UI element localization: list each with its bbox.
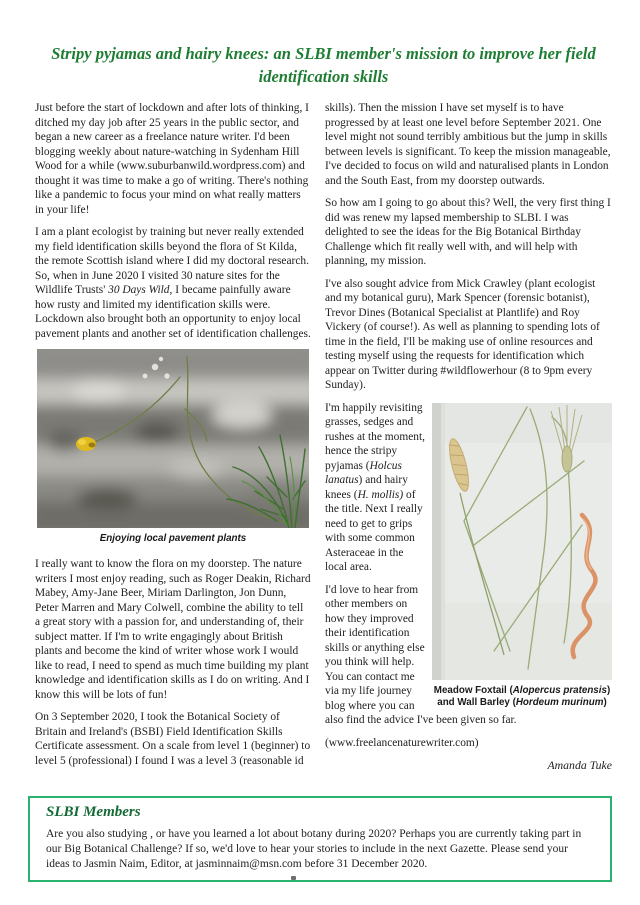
paragraph-contact: I'd love to hear from other members on how they improved their identification skills or anything else you think will help. You can contact me via my life journey blog where you can also find the advice I've been given so far.: [325, 583, 517, 726]
article-columns: [35, 101, 612, 791]
members-box-text: Are you also studying , or have you learned a lot about botany during 2020? Perhaps you are currently taking part in our Big Botanical Challenge? If so, we'd love to hear your stories to include in the next Gazette. Please send your ideas to Jasmin Naim, Editor, at jasminnaim@msn.com before 31 December 2020.: [46, 828, 582, 870]
paragraph-mission: skills). Then the mission I have set myself is to have progressed by at least one level before September 2021. One level might not sound terribly ambitious but the jump in skills between levels is significant. To keep the mission manageable, I've decided to focus on wild and naturalised plants in London and the South East, from my doorstep outwards.: [325, 102, 611, 187]
grass-specimens-photo-art: [432, 403, 612, 680]
freelance-url: (www.freelancenaturewriter.com): [325, 736, 479, 749]
paragraph-lockdown: Just before the start of lockdown and after lots of thinking, I ditched my day job after 25 years in the public sector, and began a new career as a freelance nature writer. I'd been blogging weekly about nature-watching in Sydenham Hill Wood for a while (www.suburbanwild.wordpress.com) and thought it was time to make a go of writing. There's nothing like a pandemic to focus your mind on what really matters in your life!: [35, 102, 309, 216]
paragraph-ecologist: I am a plant ecologist by training but never really extended my field identification skills beyond the flora of St Kilda, the remote Scottish island where I did my doctoral research. So, when in June 2020 I visited 30 nature sites for the Wildlife Trusts' 30 Days Wild, I became painfully aware how rusty and limited my identification skills were. Lockdown also brought both an opportunity to enjoy local pavement plants and another set of identification challenges.: [35, 226, 311, 340]
right-column: [325, 101, 612, 791]
grass-specimens-figure: [432, 403, 612, 711]
article-title: Stripy pyjamas and hairy knees: an SLBI member's mission to improve her field identification skills: [51, 44, 596, 86]
grass-specimens-caption: Meadow Foxtail (Alopercus pratensis) and Wall Barley (Hordeum murinum): [433, 684, 611, 708]
members-box-heading: SLBI Members: [46, 804, 141, 820]
author-byline: Amanda Tuke: [547, 758, 612, 772]
pavement-plant-photo-art: [37, 349, 309, 528]
pavement-plant-caption: Enjoying local pavement plants: [99, 533, 247, 544]
paragraph-slbi-membership: So how am I going to go about this? Well, the very first thing I did was renew my lapsed membership to SLBI. I was delighted to see the ideas for the Big Botanical Birthday Challenge which fit really well with, and will help with planning, my mission.: [325, 197, 611, 267]
paragraph-advisers: I've also sought advice from Mick Crawley (plant ecologist and my botanical guru), Mark Spencer (forensic botanist), Trevor Dines (Botanical Specialist at Plantlife) and Roy Vickery (of course!). As well as planning to spending lots of time in the field, I'll be making use of online resources and testing myself using the requests for identification which appear on Twitter during #wildflowerhour (8 to 9pm every Sunday).: [325, 277, 600, 391]
paragraph-nature-writers: I really want to know the flora on my doorstep. The nature writers I most enjoy reading, such as Roger Deakin, Richard Mabey, Amy-Jane Beer, Miriam Darlington, Jon Dunn, Peter Marren and Mary Colwell, combine the ability to tell a great story with a passion for, and understanding of, their subject matter. If I'm to write engagingly about British plants and become the kind of writer whose work I would like to read, I need to spend as much time building my plant knowledge and identification skills as I do on writing. And I know this will be lots of fun!: [35, 558, 311, 701]
page-number-partial: [291, 876, 296, 880]
left-column: [35, 101, 311, 791]
yellow-flower: [76, 437, 96, 451]
slbi-members-box: [28, 796, 612, 882]
paragraph-grasses: I'm happily revisiting grasses, sedges and rushes at the moment, hence the stripy pyjamas (Holcus lanatus) and hairy knees (H. mollis) of the title. Next I really need to get to grips with some common Asteraceae in the local area.: [325, 401, 425, 573]
paragraph-bsbi: On 3 September 2020, I took the Botanical Society of Britain and Ireland's (BSBI) Field Identification Skills Certificate assessment. On a scale from level 1 (beginner) to level 5 (professional) I found I was a level 3 (reasonable id: [35, 711, 311, 767]
pavement-plant-photo: [37, 349, 309, 528]
